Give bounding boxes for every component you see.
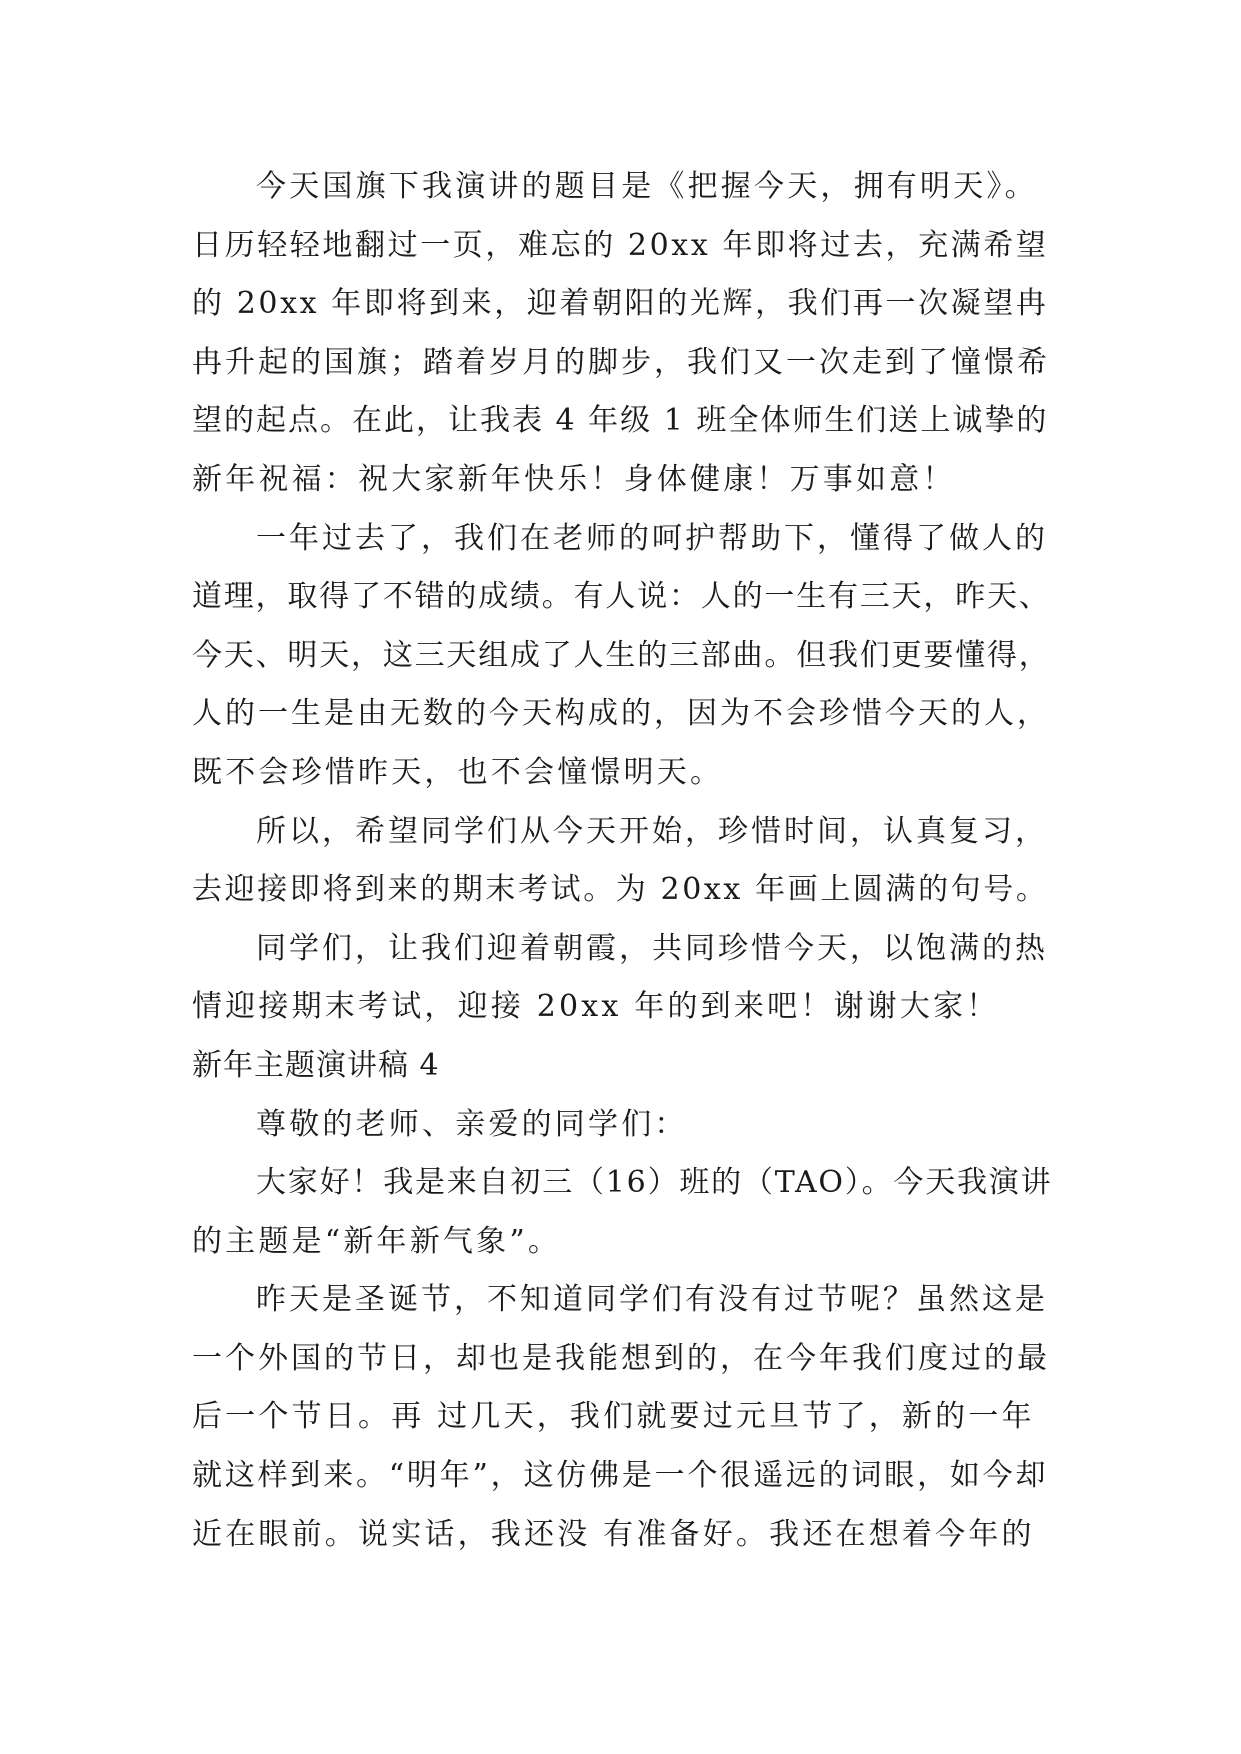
text-line-22: 后一个节日。再 过几天，我们就要过元旦节了，新的一年 [192, 1399, 1035, 1435]
text-line-9: 今天、明天，这三天组成了人生的三部曲。但我们更要懂得， [192, 637, 1051, 673]
text-line-5: 望的起点。在此，让我表 4 年级 1 班全体师生们送上诚挚的 [192, 403, 1049, 439]
text-line-10: 人的一生是由无数的今天构成的，因为不会珍惜今天的人， [192, 696, 1050, 732]
text-line-6: 新年祝福：祝大家新年快乐！身体健康！万事如意！ [192, 461, 956, 497]
text-line-12: 所以，希望同学们从今天开始，珍惜时间，认真复习， [256, 813, 1048, 849]
text-line-1: 今天国旗下我演讲的题目是《把握今天，拥有明天》。 [256, 169, 1038, 204]
text-line-2: 日历轻轻地翻过一页，难忘的 20xx 年即将过去，充满希望 [192, 227, 1049, 263]
section-heading: 新年主题演讲稿 4 [192, 1047, 440, 1083]
text-line-23: 就这样到来。“明年”，这仿佛是一个很遥远的词眼，如今却 [192, 1458, 1049, 1494]
salutation: 尊敬的老师、亲爱的同学们： [256, 1106, 688, 1142]
text-line-4: 冉升起的国旗；踏着岁月的脚步，我们又一次走到了憧憬希 [192, 344, 1050, 380]
document-page [192, 158, 1052, 1564]
text-line-8: 道理，取得了不错的成绩。有人说：人的一生有三天，昨天、 [192, 579, 1051, 615]
text-line-7: 一年过去了，我们在老师的呵护帮助下，懂得了做人的 [256, 520, 1048, 556]
text-line-3: 的 20xx 年即将到来，迎着朝阳的光辉，我们再一次凝望冉 [192, 286, 1049, 322]
text-line-15: 情迎接期末考试，迎接 20xx 年的到来吧！谢谢大家！ [192, 989, 1000, 1025]
text-line-11: 既不会珍惜昨天，也不会憧憬明天。 [192, 754, 724, 790]
text-line-13: 去迎接即将到来的期末考试。为 20xx 年画上圆满的句号。 [192, 872, 1049, 908]
text-line-24: 近在眼前。说实话，我还没 有准备好。我还在想着今年的 [192, 1516, 1035, 1552]
text-line-18: 大家好！我是来自初三（16）班的（TAO）。今天我演讲 [256, 1165, 1053, 1201]
text-line-20: 昨天是圣诞节，不知道同学们有没有过节呢？虽然这是 [256, 1282, 1048, 1318]
text-line-19: 的主题是“新年新气象”。 [192, 1223, 562, 1259]
text-line-14: 同学们，让我们迎着朝霞，共同珍惜今天，以饱满的热 [256, 930, 1048, 966]
text-line-21: 一个外国的节日，却也是我能想到的，在今年我们度过的最 [192, 1340, 1050, 1376]
